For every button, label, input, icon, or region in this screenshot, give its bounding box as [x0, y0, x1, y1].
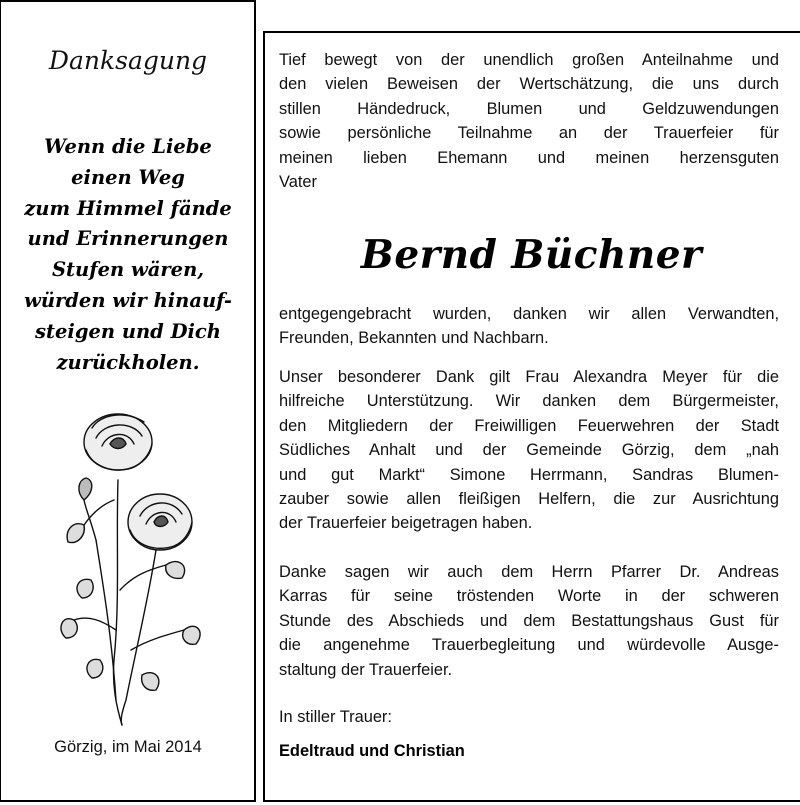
signers: Edeltraud und Christian [279, 742, 465, 760]
text-line: sowie persönliche Teilnahme an der Trauerfeier für [279, 124, 779, 143]
place-date: Görzig, im Mai 2014 [54, 738, 202, 756]
text-line: Südliches Anhalt und der Gemeinde Görzig, dem „nah [279, 441, 779, 460]
closing-line: In stiller Trauer: [279, 708, 392, 726]
poem-line: Stufen wären, [51, 258, 205, 282]
text-line: den vielen Beweisen der Wertschätzung, die uns durch [279, 75, 779, 94]
rose-illustration-icon [56, 400, 206, 730]
pastor-paragraph [279, 560, 779, 682]
text-line: den Mitgliedern der Freiwilligen Feuerwehren der Stadt [279, 416, 779, 435]
text-line: meinen lieben Ehemann und meinen herzensguten [279, 148, 779, 167]
poem-line: zurückholen. [56, 350, 200, 374]
text-line: staltung der Trauerfeier. [279, 660, 453, 679]
text-line: Stunde des Abschieds und dem Bestattungshaus Gust für [279, 611, 779, 630]
text-line: Freunden, Bekannten und Nachbarn. [279, 329, 549, 348]
text-line: Danke sagen wir auch dem Herrn Pfarrer Dr. Andreas [279, 563, 779, 581]
text-line: der Trauerfeier beigetragen haben. [279, 514, 533, 533]
poem-line: Wenn die Liebe [44, 135, 212, 158]
text-line: die angenehme Trauerbegleitung und würdevolle Ausge- [279, 636, 779, 655]
text-line: Vater [279, 172, 317, 191]
text-line: Tief bewegt von der unendlich großen Anteilnahme und [279, 51, 779, 69]
deceased-name: Bernd Büchner [360, 232, 703, 278]
poem-line: würden wir hinauf- [24, 288, 232, 312]
left-title: Danksagung [48, 46, 208, 75]
text-line: Karras für seine tröstenden Worte in der schweren [279, 587, 779, 606]
poem-line: einen Weg [71, 165, 185, 189]
poem [0, 132, 256, 378]
text-line: entgegengebracht wurden, danken wir allen Verwandten, [279, 305, 779, 323]
poem-line: und Erinnerungen [27, 227, 229, 251]
intro-paragraph [279, 48, 779, 194]
text-line: Unser besonderer Dank gilt Frau Alexandra Meyer für die [279, 368, 779, 386]
text-line: hilfreiche Unterstützung. Wir danken dem Bürgermeister, [279, 392, 779, 411]
after-name-paragraph [279, 302, 779, 351]
text-line: und gut Markt“ Simone Herrmann, Sandras Blumen- [279, 465, 779, 484]
thanks-paragraph [279, 365, 779, 536]
poem-line: zum Himmel fände [24, 196, 232, 220]
text-line: stillen Händedruck, Blumen und Geldzuwendungen [279, 99, 779, 118]
text-line: zauber sowie allen fleißigen Helfern, die zur Ausrichtung [279, 489, 779, 508]
poem-line: steigen und Dich [35, 319, 221, 343]
